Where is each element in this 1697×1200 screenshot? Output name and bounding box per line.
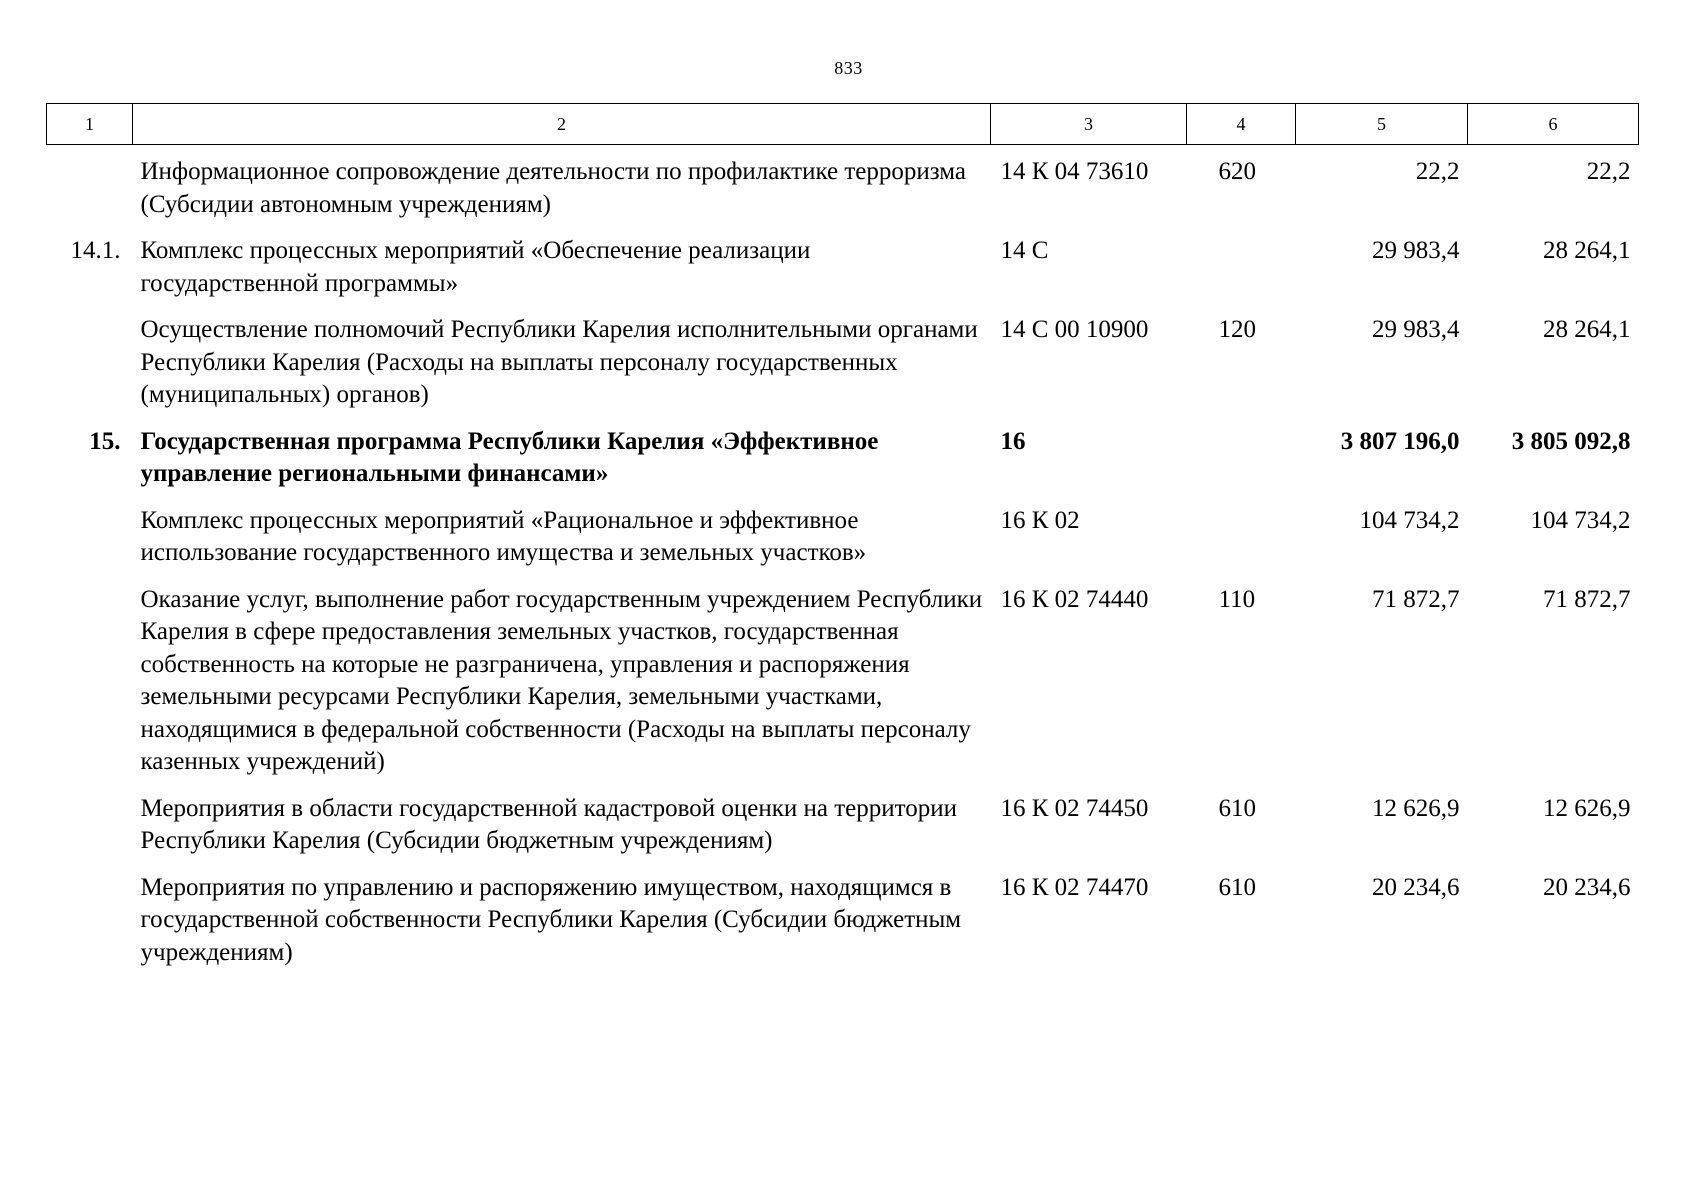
table-row (47, 491, 1639, 570)
row-number: 14.1. (70, 237, 121, 264)
row-name: Мероприятия по управлению и распоряжению имуществом, находящимся в государственной собственности Республики Карелия (Субсидии бюджетным учреждениям) (140, 873, 962, 966)
row-number (47, 570, 133, 779)
row-name: Информационное сопровождение деятельности по профилактике терроризма (Субсидии автономным учреждениям) (140, 158, 967, 218)
column-header: 6 (1468, 104, 1639, 145)
row-expense-type (1187, 491, 1296, 570)
row-code: 14 С 00 10900 (1000, 316, 1149, 343)
row-number (47, 779, 133, 858)
row-expense-type: 120 (1218, 316, 1256, 343)
row-name: Комплекс процессных мероприятий «Обеспечение реализации государственной программы» (140, 237, 811, 297)
table-row (47, 145, 1639, 222)
row-value-1: 12 626,9 (1372, 794, 1460, 822)
column-header: 4 (1187, 104, 1296, 145)
row-code: 14 С (1000, 237, 1049, 264)
row-number (47, 145, 133, 222)
row-value-1: 71 872,7 (1372, 585, 1460, 613)
table-row (47, 570, 1639, 779)
table-row (47, 412, 1639, 491)
row-number (47, 300, 133, 412)
column-header: 1 (47, 104, 133, 145)
row-number: 15. (89, 427, 121, 455)
table-row (47, 221, 1639, 300)
row-expense-type: 620 (1218, 158, 1256, 185)
row-value-1: 104 734,2 (1359, 506, 1460, 534)
row-code: 16 К 02 (1000, 506, 1080, 534)
column-header: 5 (1296, 104, 1468, 145)
row-code: 16 К 02 74450 (1000, 794, 1149, 822)
row-value-2: 28 264,1 (1543, 316, 1631, 343)
row-value-1: 20 234,6 (1372, 873, 1460, 901)
row-value-2: 3 805 092,8 (1511, 427, 1631, 455)
row-expense-type: 110 (1218, 585, 1256, 613)
row-number (47, 491, 133, 570)
table-header-row (47, 104, 1639, 145)
table-row (47, 779, 1639, 858)
row-expense-type (1187, 221, 1296, 300)
row-expense-type: 610 (1218, 873, 1256, 901)
row-number (47, 858, 133, 970)
row-name: Мероприятия в области государственной кадастровой оценки на территории Республики Карелия (Субсидии бюджетным учреждениям) (140, 794, 957, 854)
budget-table (46, 103, 1639, 969)
row-value-2: 20 234,6 (1543, 873, 1631, 901)
row-value-2: 104 734,2 (1530, 506, 1631, 534)
column-header: 3 (991, 104, 1187, 145)
column-header: 2 (133, 104, 991, 145)
row-code: 16 (1000, 427, 1026, 455)
row-value-2: 71 872,7 (1543, 585, 1631, 613)
row-value-2: 22,2 (1586, 158, 1631, 185)
row-code: 16 К 02 74440 (1000, 585, 1149, 613)
row-expense-type (1187, 412, 1296, 491)
row-code: 14 К 04 73610 (1000, 158, 1149, 185)
row-name: Оказание услуг, выполнение работ государственным учреждением Республики Карелия в сфере предоставления земельных участков, государственная собственность на которые не разграничена, управления и распоряжения земельными ресурсами Республики Карелия, земельными участками, находящимися в федеральной собственности (Расходы на выплаты персоналу казенных учреждений) (140, 585, 983, 775)
row-value-1: 3 807 196,0 (1340, 427, 1460, 455)
row-code: 16 К 02 74470 (1000, 873, 1149, 901)
row-value-1: 29 983,4 (1372, 316, 1460, 343)
row-name: Комплекс процессных мероприятий «Рациональное и эффективное использование государственного имущества и земельных участков» (140, 506, 867, 566)
table-row (47, 300, 1639, 412)
row-value-1: 29 983,4 (1372, 237, 1460, 264)
table-row (47, 858, 1639, 970)
row-name: Осуществление полномочий Республики Карелия исполнительными органами Республики Карелия (Расходы на выплаты персоналу государственных (муниципальных) органов) (140, 316, 978, 408)
row-value-1: 22,2 (1415, 158, 1460, 185)
row-value-2: 28 264,1 (1543, 237, 1631, 264)
row-value-2: 12 626,9 (1543, 794, 1631, 822)
page-number: 833 (834, 58, 863, 78)
row-expense-type: 610 (1218, 794, 1256, 822)
row-name: Государственная программа Республики Карелия «Эффективное управление региональными финансами» (140, 427, 879, 487)
